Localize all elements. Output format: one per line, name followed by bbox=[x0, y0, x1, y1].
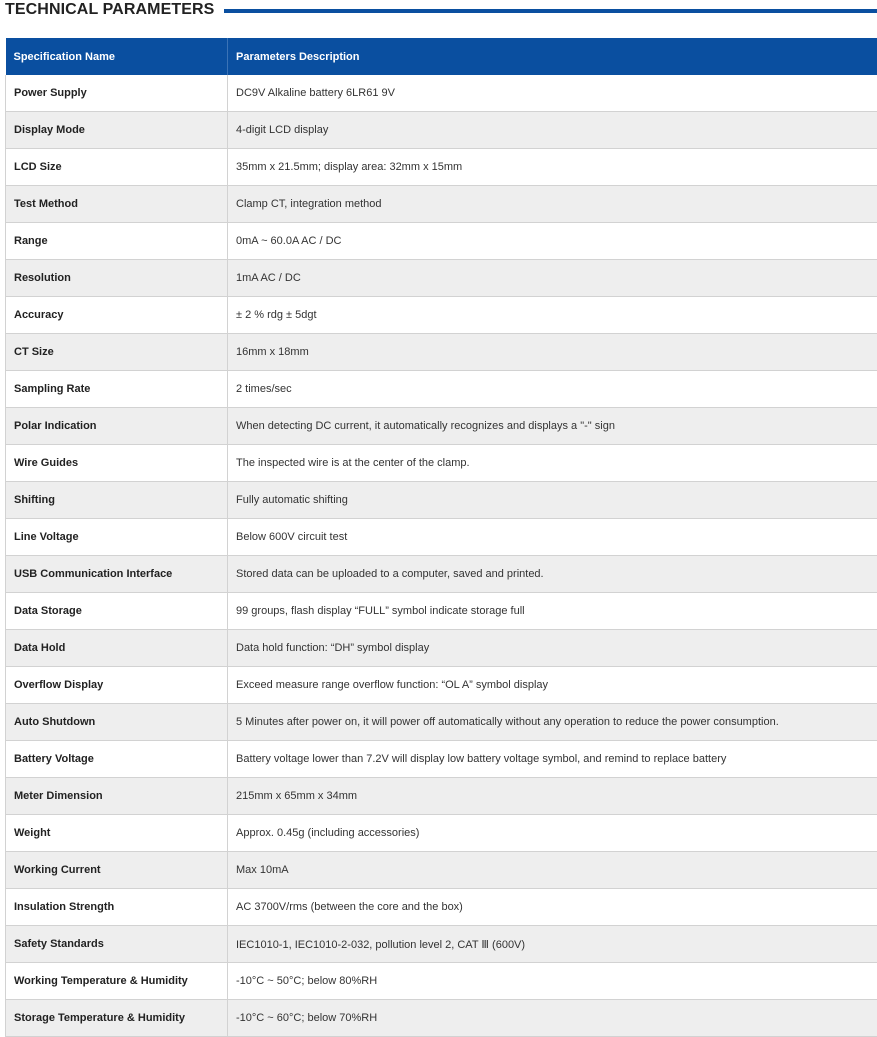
param-description-cell: 16mm x 18mm bbox=[228, 334, 877, 371]
table-header-row bbox=[6, 38, 877, 75]
param-description-cell: Stored data can be uploaded to a computer, saved and printed. bbox=[228, 556, 877, 593]
table-row bbox=[6, 889, 877, 926]
spec-name-cell: Display Mode bbox=[6, 112, 228, 149]
table-row bbox=[6, 593, 877, 630]
param-description-cell: The inspected wire is at the center of the clamp. bbox=[228, 445, 877, 482]
table-row bbox=[6, 778, 877, 815]
spec-name-cell: Safety Standards bbox=[6, 926, 228, 963]
param-description-cell: DC9V Alkaline battery 6LR61 9V bbox=[228, 75, 877, 112]
table-row bbox=[6, 297, 877, 334]
spec-name-cell: Auto Shutdown bbox=[6, 704, 228, 741]
spec-name-cell: Working Temperature & Humidity bbox=[6, 963, 228, 1000]
param-description-cell: 5 Minutes after power on, it will power off automatically without any operation to reduce the power consumption. bbox=[228, 704, 877, 741]
param-description-cell: Clamp CT, integration method bbox=[228, 186, 877, 223]
param-description-cell: 0mA ~ 60.0A AC / DC bbox=[228, 223, 877, 260]
table-body bbox=[6, 75, 877, 1037]
spec-name-cell: Polar Indication bbox=[6, 408, 228, 445]
spec-name-cell: USB Communication Interface bbox=[6, 556, 228, 593]
param-description-cell: Approx. 0.45g (including accessories) bbox=[228, 815, 877, 852]
param-description-cell: Battery voltage lower than 7.2V will display low battery voltage symbol, and remind to replace battery bbox=[228, 741, 877, 778]
spec-name-cell: Resolution bbox=[6, 260, 228, 297]
table-row bbox=[6, 75, 877, 112]
table-row bbox=[6, 223, 877, 260]
param-description-cell: AC 3700V/rms (between the core and the box) bbox=[228, 889, 877, 926]
param-description-cell: 4-digit LCD display bbox=[228, 112, 877, 149]
spec-name-cell: LCD Size bbox=[6, 149, 228, 186]
param-description-cell: IEC1010-1, IEC1010-2-032, pollution level 2, CAT Ⅲ (600V) bbox=[228, 926, 877, 963]
param-description-cell: ± 2 % rdg ± 5dgt bbox=[228, 297, 877, 334]
table-row bbox=[6, 371, 877, 408]
param-description-cell: 1mA AC / DC bbox=[228, 260, 877, 297]
param-description-cell: 215mm x 65mm x 34mm bbox=[228, 778, 877, 815]
table-row bbox=[6, 963, 877, 1000]
table-row bbox=[6, 667, 877, 704]
spec-name-cell: Test Method bbox=[6, 186, 228, 223]
spec-name-cell: Sampling Rate bbox=[6, 371, 228, 408]
table-row bbox=[6, 519, 877, 556]
table-row bbox=[6, 852, 877, 889]
spec-name-cell: Data Hold bbox=[6, 630, 228, 667]
spec-name-cell: CT Size bbox=[6, 334, 228, 371]
param-description-cell: Fully automatic shifting bbox=[228, 482, 877, 519]
spec-name-cell: Power Supply bbox=[6, 75, 228, 112]
spec-name-cell: Insulation Strength bbox=[6, 889, 228, 926]
table-row bbox=[6, 112, 877, 149]
param-description-cell: 2 times/sec bbox=[228, 371, 877, 408]
param-description-cell: Data hold function: “DH” symbol display bbox=[228, 630, 877, 667]
spec-name-cell: Wire Guides bbox=[6, 445, 228, 482]
table-row bbox=[6, 445, 877, 482]
table-row bbox=[6, 149, 877, 186]
table-row bbox=[6, 334, 877, 371]
table-row bbox=[6, 556, 877, 593]
spec-table bbox=[5, 38, 877, 1037]
spec-name-cell: Working Current bbox=[6, 852, 228, 889]
spec-name-cell: Overflow Display bbox=[6, 667, 228, 704]
spec-name-cell: Data Storage bbox=[6, 593, 228, 630]
table-row bbox=[6, 482, 877, 519]
section-title: TECHNICAL PARAMETERS bbox=[5, 0, 214, 20]
param-description-cell: -10°C ~ 60°C; below 70%RH bbox=[228, 1000, 877, 1037]
table-row bbox=[6, 926, 877, 963]
spec-name-cell: Meter Dimension bbox=[6, 778, 228, 815]
spec-name-cell: Battery Voltage bbox=[6, 741, 228, 778]
section-header bbox=[0, 0, 877, 22]
spec-name-cell: Line Voltage bbox=[6, 519, 228, 556]
table-row bbox=[6, 630, 877, 667]
spec-name-cell: Storage Temperature & Humidity bbox=[6, 1000, 228, 1037]
table-row bbox=[6, 741, 877, 778]
param-description-cell: -10°C ~ 50°C; below 80%RH bbox=[228, 963, 877, 1000]
table-row bbox=[6, 408, 877, 445]
column-header-spec-name: Specification Name bbox=[6, 38, 228, 75]
spec-name-cell: Shifting bbox=[6, 482, 228, 519]
param-description-cell: Exceed measure range overflow function: “OL A” symbol display bbox=[228, 667, 877, 704]
table-row bbox=[6, 260, 877, 297]
table-row bbox=[6, 1000, 877, 1037]
table-row bbox=[6, 815, 877, 852]
param-description-cell: 35mm x 21.5mm; display area: 32mm x 15mm bbox=[228, 149, 877, 186]
param-description-cell: When detecting DC current, it automatically recognizes and displays a "-" sign bbox=[228, 408, 877, 445]
column-header-param-desc: Parameters Description bbox=[228, 38, 877, 75]
spec-name-cell: Weight bbox=[6, 815, 228, 852]
param-description-cell: Max 10mA bbox=[228, 852, 877, 889]
title-divider-rule bbox=[224, 9, 877, 13]
table-row bbox=[6, 186, 877, 223]
param-description-cell: 99 groups, flash display “FULL” symbol indicate storage full bbox=[228, 593, 877, 630]
spec-name-cell: Range bbox=[6, 223, 228, 260]
spec-name-cell: Accuracy bbox=[6, 297, 228, 334]
param-description-cell: Below 600V circuit test bbox=[228, 519, 877, 556]
table-row bbox=[6, 704, 877, 741]
